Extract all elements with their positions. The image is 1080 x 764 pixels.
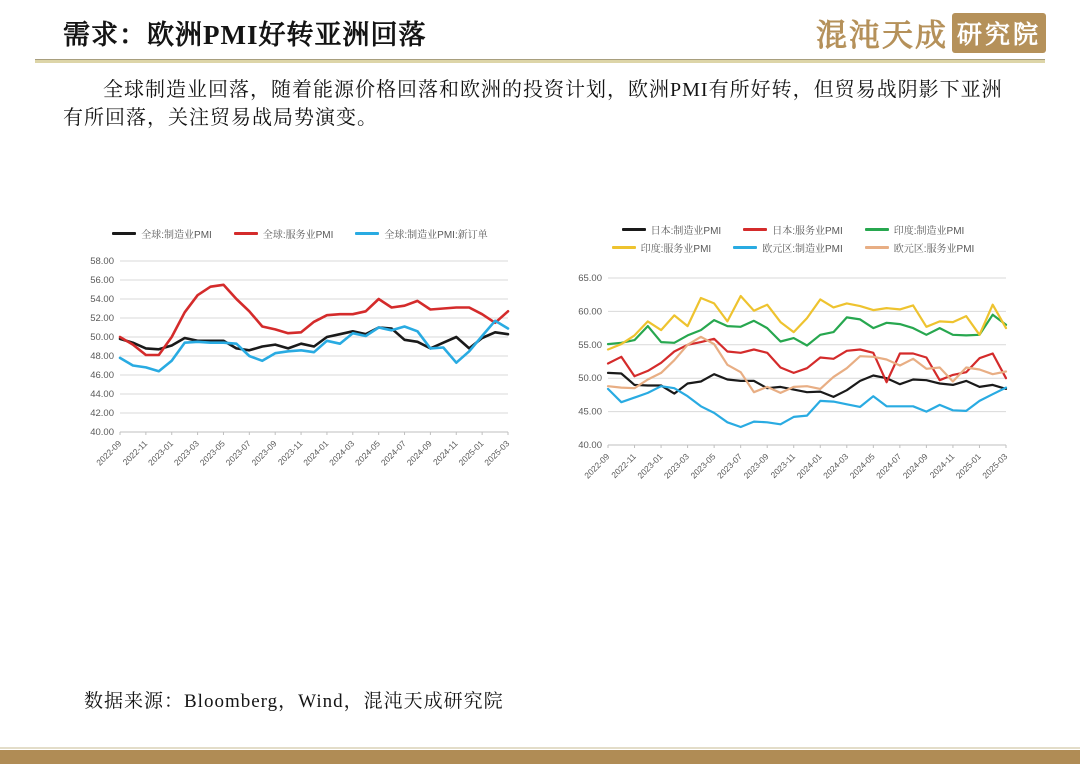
legend-swatch <box>234 232 258 236</box>
x-axis-tick-label: 2022-11 <box>609 451 638 481</box>
legend-swatch <box>865 228 889 232</box>
legend-swatch <box>355 232 379 236</box>
x-axis-tick-label: 2024-07 <box>378 438 408 468</box>
y-axis-tick-label: 52.00 <box>90 313 114 324</box>
legend-label: 日本:服务业PMI <box>772 226 843 237</box>
y-axis-tick-label: 50.00 <box>90 332 114 343</box>
x-axis-tick-label: 2023-05 <box>197 438 227 468</box>
x-axis-tick-label: 2025-01 <box>456 438 486 468</box>
chart-plot <box>570 257 1016 509</box>
legend-item <box>865 240 975 255</box>
x-axis-tick-label: 2024-01 <box>794 451 824 481</box>
legend-row <box>612 240 975 255</box>
legend-swatch <box>865 246 889 250</box>
legend-label: 欧元区:服务业PMI <box>893 244 975 255</box>
x-axis-tick-label: 2024-03 <box>327 438 357 468</box>
legend-item <box>355 226 487 241</box>
y-axis-tick-label: 56.00 <box>90 275 114 286</box>
legend-label: 印度:服务业PMI <box>640 244 712 255</box>
x-axis-tick-label: 2024-07 <box>874 451 904 481</box>
legend-item <box>743 222 843 237</box>
y-axis-tick-label: 54.00 <box>90 294 114 305</box>
footer-accent-bar <box>0 750 1080 764</box>
legend-label: 全球:制造业PMI <box>141 230 212 241</box>
x-axis-tick-label: 2024-09 <box>900 451 930 481</box>
y-axis-tick-label: 55.00 <box>578 339 602 351</box>
x-axis-tick-label: 2024-11 <box>430 438 460 468</box>
legend-item <box>112 226 212 241</box>
legend-swatch <box>612 246 636 250</box>
x-axis-tick-label: 2025-01 <box>953 451 983 481</box>
chart-legend <box>570 222 1016 255</box>
legend-label: 全球:服务业PMI <box>262 230 334 241</box>
x-axis-tick-label: 2024-05 <box>847 451 877 481</box>
y-axis-tick-label: 60.00 <box>578 306 602 318</box>
legend-label: 印度:制造业PMI <box>893 226 965 237</box>
x-axis-tick-label: 2024-03 <box>821 451 851 481</box>
series-line <box>120 328 508 351</box>
footer-accent-line <box>0 747 1080 749</box>
asia-europe-pmi-line-chart <box>570 222 1016 514</box>
x-axis-tick-label: 2025-03 <box>980 451 1010 481</box>
legend-row <box>622 222 965 237</box>
company-logo <box>816 10 1046 55</box>
x-axis-tick-label: 2023-03 <box>171 438 202 468</box>
y-axis-tick-label: 46.00 <box>90 370 114 381</box>
x-axis-tick-label: 2023-01 <box>146 438 176 468</box>
y-axis-tick-label: 65.00 <box>578 273 602 284</box>
y-axis-tick-label: 44.00 <box>90 389 114 400</box>
legend-label: 全球:制造业PMI:新订单 <box>384 230 488 241</box>
data-source-note: 数据来源：Bloomberg，Wind，混沌天成研究院 <box>84 691 504 712</box>
x-axis-tick-label: 2023-07 <box>714 451 745 481</box>
legend-item <box>622 222 722 237</box>
x-axis-tick-label: 2023-01 <box>635 451 665 481</box>
legend-item <box>865 222 965 237</box>
x-axis-tick-label: 2023-09 <box>249 438 279 468</box>
page-title: 需求：欧洲PMI好转亚洲回落 <box>63 20 427 50</box>
legend-swatch <box>622 228 646 232</box>
y-axis-tick-label: 48.00 <box>90 351 114 362</box>
y-axis-tick-label: 40.00 <box>578 440 602 451</box>
x-axis-tick-label: 2024-05 <box>352 438 383 468</box>
chart-plot <box>82 243 518 493</box>
x-axis-tick-label: 2023-11 <box>768 451 798 481</box>
y-axis-tick-label: 45.00 <box>578 406 602 418</box>
x-axis-tick-label: 2023-07 <box>223 438 253 468</box>
x-axis-tick-label: 2023-09 <box>741 451 771 481</box>
logo-suffix-badge: 研究院 <box>952 13 1046 53</box>
y-axis-tick-label: 58.00 <box>90 256 114 267</box>
x-axis-tick-label: 2023-11 <box>275 438 305 468</box>
x-axis-tick-label: 2023-03 <box>661 451 692 481</box>
x-axis-tick-label: 2023-05 <box>688 451 718 481</box>
header-divider <box>35 59 1045 63</box>
legend-swatch <box>733 246 757 250</box>
legend-swatch <box>112 232 136 236</box>
y-axis-tick-label: 50.00 <box>578 373 602 385</box>
x-axis-tick-label: 2022-09 <box>582 451 612 481</box>
legend-row <box>112 226 487 241</box>
x-axis-tick-label: 2022-09 <box>94 438 124 468</box>
x-axis-tick-label: 2024-09 <box>404 438 434 468</box>
legend-item <box>612 240 712 255</box>
series-line <box>120 285 508 355</box>
x-axis-tick-label: 2024-01 <box>301 438 331 468</box>
y-axis-tick-label: 42.00 <box>90 408 114 419</box>
y-axis-tick-label: 40.00 <box>90 427 114 438</box>
legend-swatch <box>743 228 767 232</box>
legend-label: 欧元区:制造业PMI <box>762 244 843 255</box>
logo-brand-text: 混沌天成 <box>815 18 948 53</box>
legend-item <box>234 226 334 241</box>
x-axis-tick-label: 2025-03 <box>482 438 512 468</box>
x-axis-tick-label: 2024-11 <box>927 451 957 481</box>
body-paragraph: 全球制造业回落，随着能源价格回落和欧洲的投资计划，欧洲PMI有所好转，但贸易战阴影下亚洲有所回落，关注贸易战局势演变。 <box>63 79 1003 129</box>
x-axis-tick-label: 2022-11 <box>120 438 150 468</box>
global-pmi-line-chart <box>82 226 518 498</box>
legend-label: 日本:制造业PMI <box>650 226 722 237</box>
chart-legend <box>82 226 518 241</box>
legend-item <box>733 240 843 255</box>
